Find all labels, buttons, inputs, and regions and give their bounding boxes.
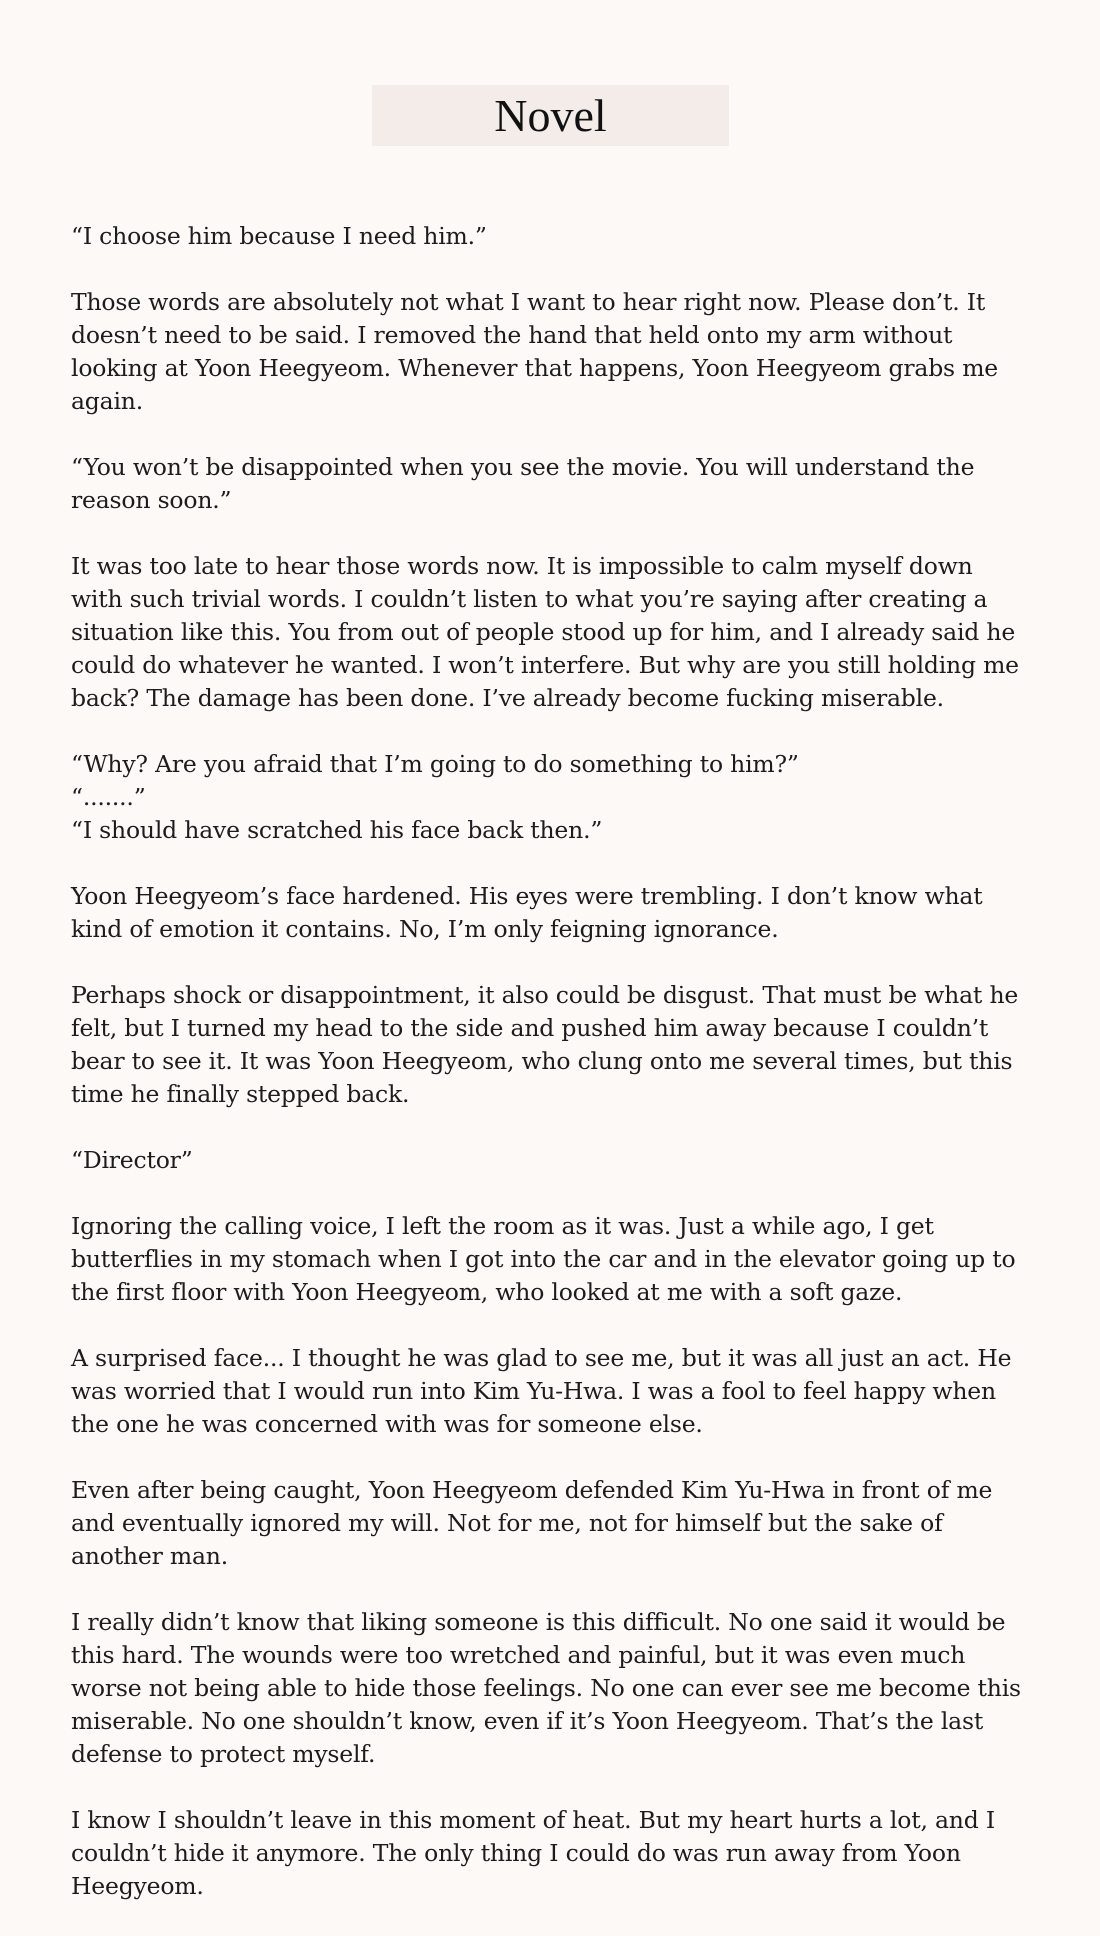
paragraph: Perhaps shock or disappointment, it also could be disgust. That must be what he felt, but I turned my head to the side and pushed him away because I couldn’t bear to see it. It was Yoon Heegyeom, who clung onto me several times, but this time he finally stepped back.	[71, 981, 1019, 1108]
paragraph: Even after being caught, Yoon Heegyeom defended Kim Yu-Hwa in front of me and eventually ignored my will. Not for me, not for himself but the sake of another man.	[71, 1476, 993, 1570]
paragraph: A surprised face... I thought he was glad to see me, but it was all just an act. He was worried that I would run into Kim Yu-Hwa. I was a fool to feel happy when the one he was concerned with was for someone else.	[71, 1344, 1012, 1438]
paragraph: I know I shouldn’t leave in this moment of heat. But my heart hurts a lot, and I couldn’t hide it anymore. The only thing I could do was run away from Yoon Heegyeom.	[71, 1806, 995, 1900]
dialogue-line: “I should have scratched his face back then.”	[71, 816, 603, 844]
novel-text	[71, 220, 1031, 1936]
paragraph: “Director”	[71, 1146, 193, 1174]
paragraph: Those words are absolutely not what I want to hear right now. Please don’t. It doesn’t need to be said. I removed the hand that held onto my arm without looking at Yoon Heegyeom. Whenever that happens, Yoon Heegyeom grabs me again.	[71, 288, 998, 415]
paragraph: Ignoring the calling voice, I left the room as it was. Just a while ago, I get butterflies in my stomach when I got into the car and in the elevator going up to the first floor with Yoon Heegyeom, who looked at me with a soft gaze.	[71, 1212, 1016, 1306]
paragraph: Yoon Heegyeom’s face hardened. His eyes were trembling. I don’t know what kind of emotion it contains. No, I’m only feigning ignorance.	[71, 882, 983, 943]
paragraph: “I choose him because I need him.”	[71, 222, 487, 250]
title-banner	[372, 85, 729, 146]
page-title: Novel	[494, 89, 607, 141]
dialogue-line: “Why? Are you afraid that I’m going to do something to him?”	[71, 750, 799, 778]
paragraph: I really didn’t know that liking someone is this difficult. No one said it would be this hard. The wounds were too wretched and painful, but it was even much worse not being able to hide those feelings. No one can ever see me become this miserable. No one shouldn’t know, even if it’s Yoon Heegyeom. That’s the last defense to protect myself.	[71, 1608, 1021, 1768]
paragraph: “You won’t be disappointed when you see the movie. You will understand the reason soon.”	[71, 453, 975, 514]
paragraph: It was too late to hear those words now. It is impossible to calm myself down with such trivial words. I couldn’t listen to what you’re saying after creating a situation like this. You from out of people stood up for him, and I already said he could do whatever he wanted. I won’t interfere. But why are you still holding me back? The damage has been done. I’ve already become fucking miserable.	[71, 552, 1019, 712]
dialogue-line: “.......”	[71, 783, 146, 811]
